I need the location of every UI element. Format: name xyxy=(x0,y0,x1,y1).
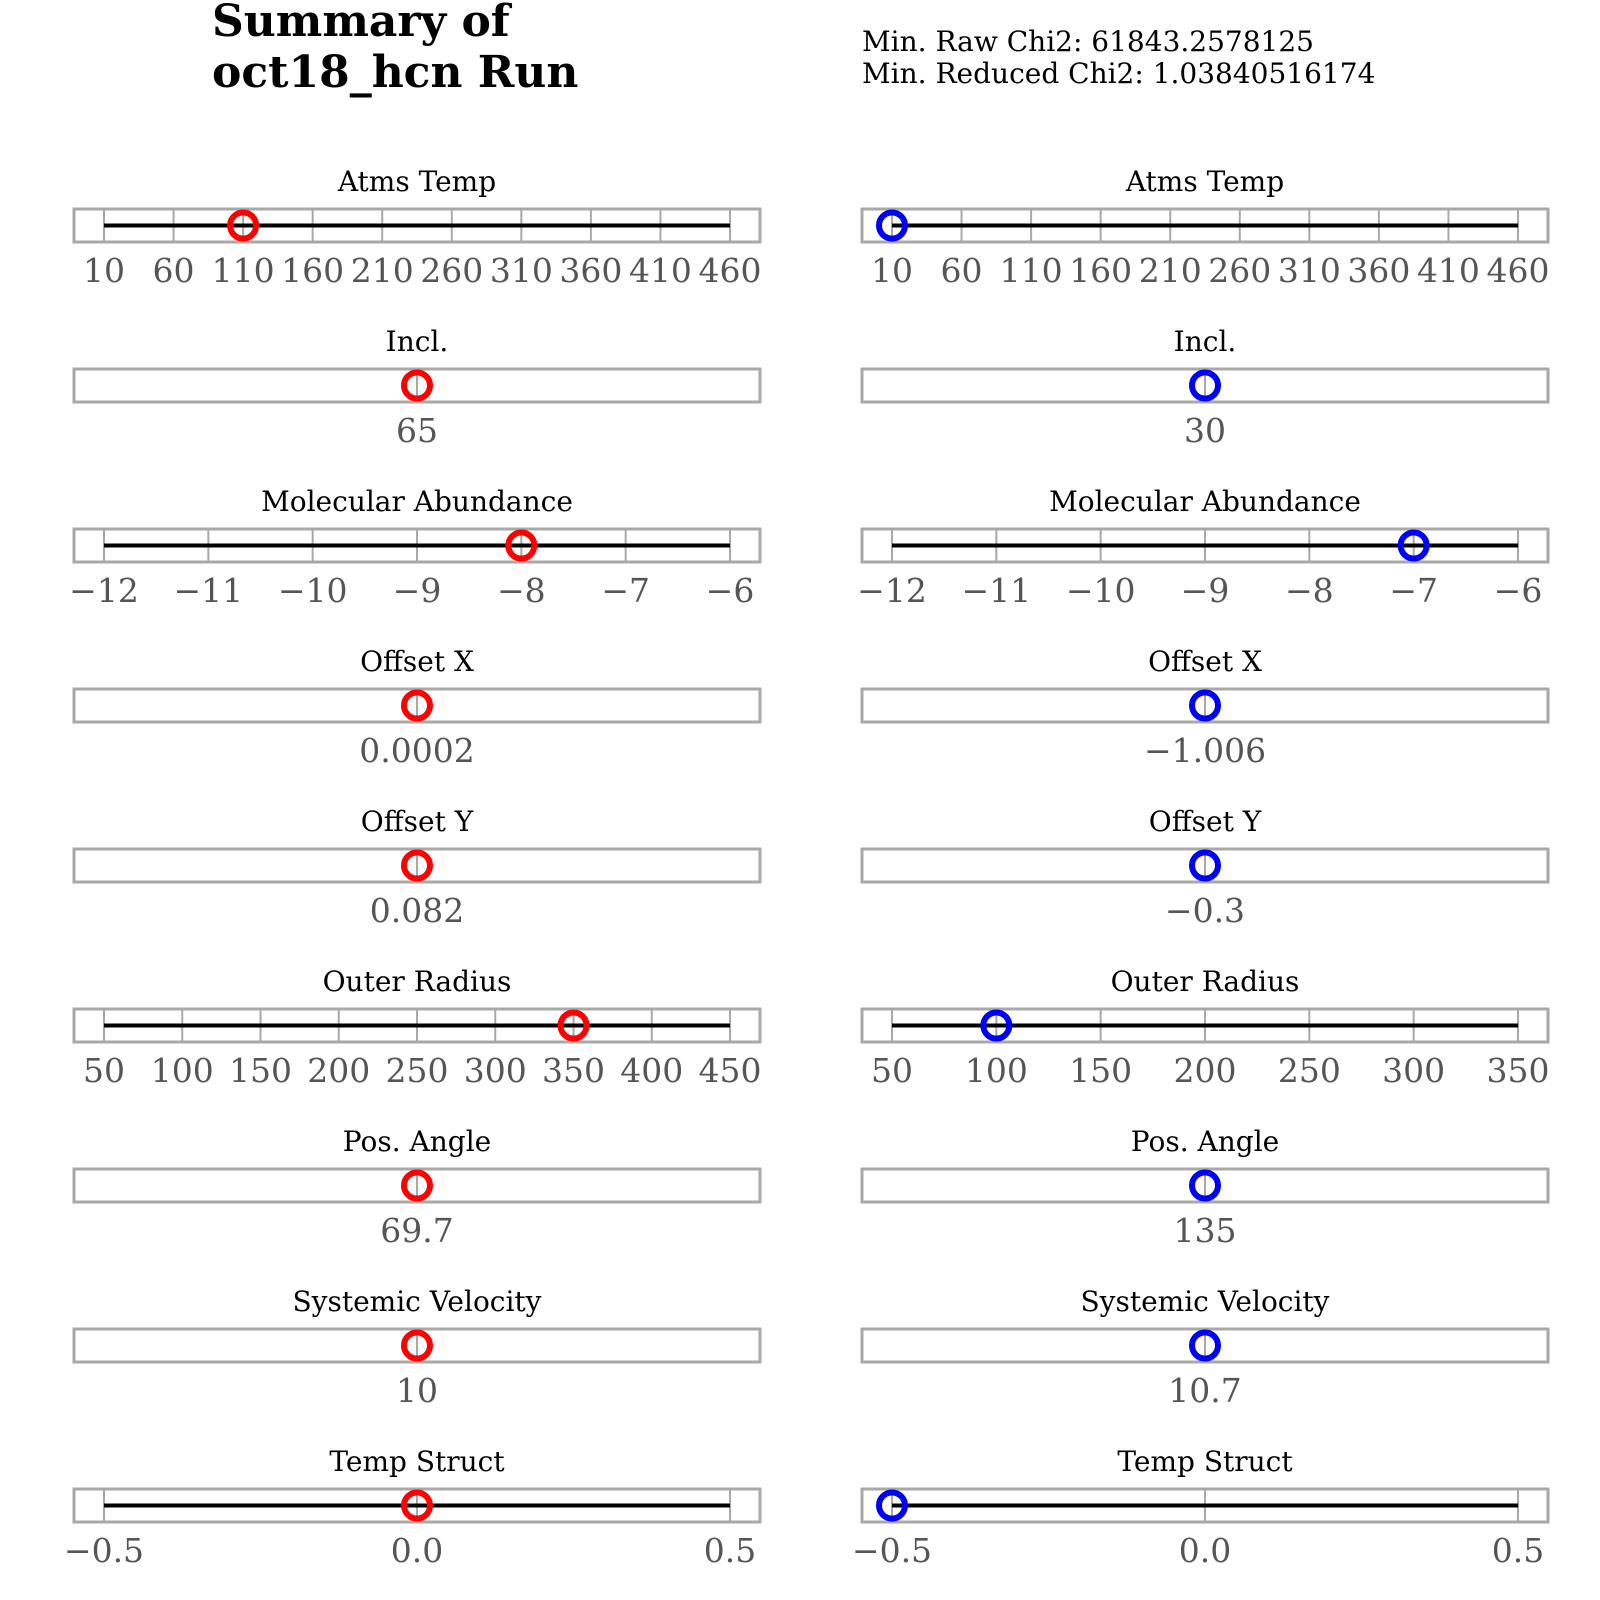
tick-label: 60 xyxy=(940,251,983,290)
tick-label: 200 xyxy=(307,1051,371,1090)
tick-label: 210 xyxy=(1138,251,1202,290)
min-reduced-chi2: Min. Reduced Chi2: 1.03840516174 xyxy=(862,57,1376,90)
panel-title: Temp Struct xyxy=(329,1445,505,1478)
tick-label: 0.5 xyxy=(703,1531,757,1570)
panel-right-incl xyxy=(862,325,1548,450)
tick-label: 0.0002 xyxy=(359,731,475,770)
tick-label: 150 xyxy=(1069,1051,1133,1090)
panel-right-outer-radius xyxy=(862,965,1550,1090)
tick-label: 10 xyxy=(83,251,125,290)
tick-label: 0.082 xyxy=(369,891,465,930)
tick-label: 210 xyxy=(350,251,414,290)
panel-left-incl xyxy=(74,325,760,450)
tick-label: −11 xyxy=(173,571,244,610)
panel-grid xyxy=(64,165,1550,1570)
tick-label: −0.5 xyxy=(851,1531,933,1570)
tick-label: 200 xyxy=(1173,1051,1237,1090)
tick-label: 69.7 xyxy=(380,1211,454,1250)
tick-label: 410 xyxy=(628,251,692,290)
tick-label: 250 xyxy=(385,1051,449,1090)
panel-title: Offset Y xyxy=(1148,805,1262,838)
tick-label: 260 xyxy=(1208,251,1272,290)
tick-label: 160 xyxy=(1069,251,1133,290)
panel-title: Systemic Velocity xyxy=(1080,1285,1330,1318)
tick-label: −7 xyxy=(601,571,650,610)
tick-label: −8 xyxy=(497,571,546,610)
tick-label: −9 xyxy=(1180,571,1230,610)
tick-label: −8 xyxy=(1285,571,1334,610)
tick-label: 60 xyxy=(152,251,195,290)
panel-left-atms-temp xyxy=(74,165,762,290)
tick-label: 0.0 xyxy=(1178,1531,1232,1570)
tick-label: 450 xyxy=(698,1051,762,1090)
tick-label: 150 xyxy=(229,1051,292,1090)
tick-label: 100 xyxy=(150,1051,214,1090)
tick-label: 50 xyxy=(871,1051,913,1090)
panel-title: Molecular Abundance xyxy=(261,485,573,518)
tick-label: 100 xyxy=(964,1051,1028,1090)
panel-title: Temp Struct xyxy=(1117,1445,1293,1478)
tick-label: −0.5 xyxy=(63,1531,145,1570)
panel-left-systemic-velocity xyxy=(74,1285,760,1410)
panel-title: Atms Temp xyxy=(337,165,497,198)
tick-label: 160 xyxy=(281,251,345,290)
tick-label: 30 xyxy=(1184,411,1226,450)
tick-label: 310 xyxy=(1277,251,1341,290)
tick-label: 0.5 xyxy=(1491,1531,1545,1570)
tick-label: 10 xyxy=(396,1371,438,1410)
tick-label: 400 xyxy=(620,1051,684,1090)
panel-left-pos-angle xyxy=(74,1125,760,1250)
tick-label: 300 xyxy=(1382,1051,1446,1090)
panel-title: Molecular Abundance xyxy=(1049,485,1361,518)
panel-title: Systemic Velocity xyxy=(292,1285,542,1318)
panel-left-outer-radius xyxy=(74,965,762,1090)
panel-title: Pos. Angle xyxy=(1130,1125,1280,1158)
panel-title: Incl. xyxy=(385,325,449,358)
min-raw-chi2: Min. Raw Chi2: 61843.2578125 xyxy=(862,25,1314,58)
tick-label: −6 xyxy=(1493,571,1543,610)
tick-label: −0.3 xyxy=(1164,891,1246,930)
tick-label: 410 xyxy=(1416,251,1480,290)
tick-label: 260 xyxy=(420,251,484,290)
tick-label: 460 xyxy=(1486,251,1550,290)
panel-title: Incl. xyxy=(1173,325,1237,358)
tick-label: 250 xyxy=(1277,1051,1341,1090)
panel-right-temp-struct xyxy=(852,1445,1548,1570)
tick-label: −12 xyxy=(69,571,139,610)
tick-label: −9 xyxy=(392,571,442,610)
tick-label: 10 xyxy=(871,251,913,290)
tick-label: −7 xyxy=(1389,571,1438,610)
tick-label: 65 xyxy=(396,411,438,450)
tick-label: 110 xyxy=(211,251,275,290)
tick-label: −1.006 xyxy=(1143,731,1267,770)
panel-title: Offset X xyxy=(360,645,474,678)
panel-title: Offset Y xyxy=(360,805,474,838)
panel-right-atms-temp xyxy=(862,165,1550,290)
panel-left-offset-x xyxy=(74,645,760,770)
tick-label: 460 xyxy=(698,251,762,290)
tick-label: −6 xyxy=(705,571,755,610)
panel-title: Pos. Angle xyxy=(342,1125,492,1158)
tick-label: 350 xyxy=(1486,1051,1550,1090)
tick-label: −12 xyxy=(857,571,927,610)
panel-right-systemic-velocity xyxy=(862,1285,1548,1410)
panel-right-offset-y xyxy=(862,805,1548,930)
tick-label: 310 xyxy=(489,251,553,290)
panel-right-offset-x xyxy=(862,645,1548,770)
tick-label: 300 xyxy=(463,1051,527,1090)
figure-title-line1: Summary of xyxy=(212,0,510,47)
tick-label: 0.0 xyxy=(390,1531,444,1570)
panel-right-pos-angle xyxy=(862,1125,1548,1250)
tick-label: 110 xyxy=(999,251,1063,290)
tick-label: 360 xyxy=(559,251,623,290)
tick-label: 360 xyxy=(1347,251,1411,290)
panel-title: Offset X xyxy=(1148,645,1262,678)
panel-title: Outer Radius xyxy=(1110,965,1300,998)
panel-title: Outer Radius xyxy=(322,965,512,998)
panel-left-offset-y xyxy=(74,805,760,930)
tick-label: −10 xyxy=(1065,571,1136,610)
panel-right-molecular-abundance xyxy=(857,485,1548,610)
panel-left-molecular-abundance xyxy=(69,485,760,610)
panel-title: Atms Temp xyxy=(1125,165,1285,198)
panel-left-temp-struct xyxy=(64,1445,760,1570)
tick-label: −11 xyxy=(961,571,1032,610)
tick-label: 50 xyxy=(83,1051,125,1090)
tick-label: 350 xyxy=(542,1051,605,1090)
figure-title-line2: oct18_hcn Run xyxy=(212,47,579,98)
tick-label: 10.7 xyxy=(1168,1371,1242,1410)
tick-label: −10 xyxy=(277,571,348,610)
tick-label: 135 xyxy=(1173,1211,1237,1250)
